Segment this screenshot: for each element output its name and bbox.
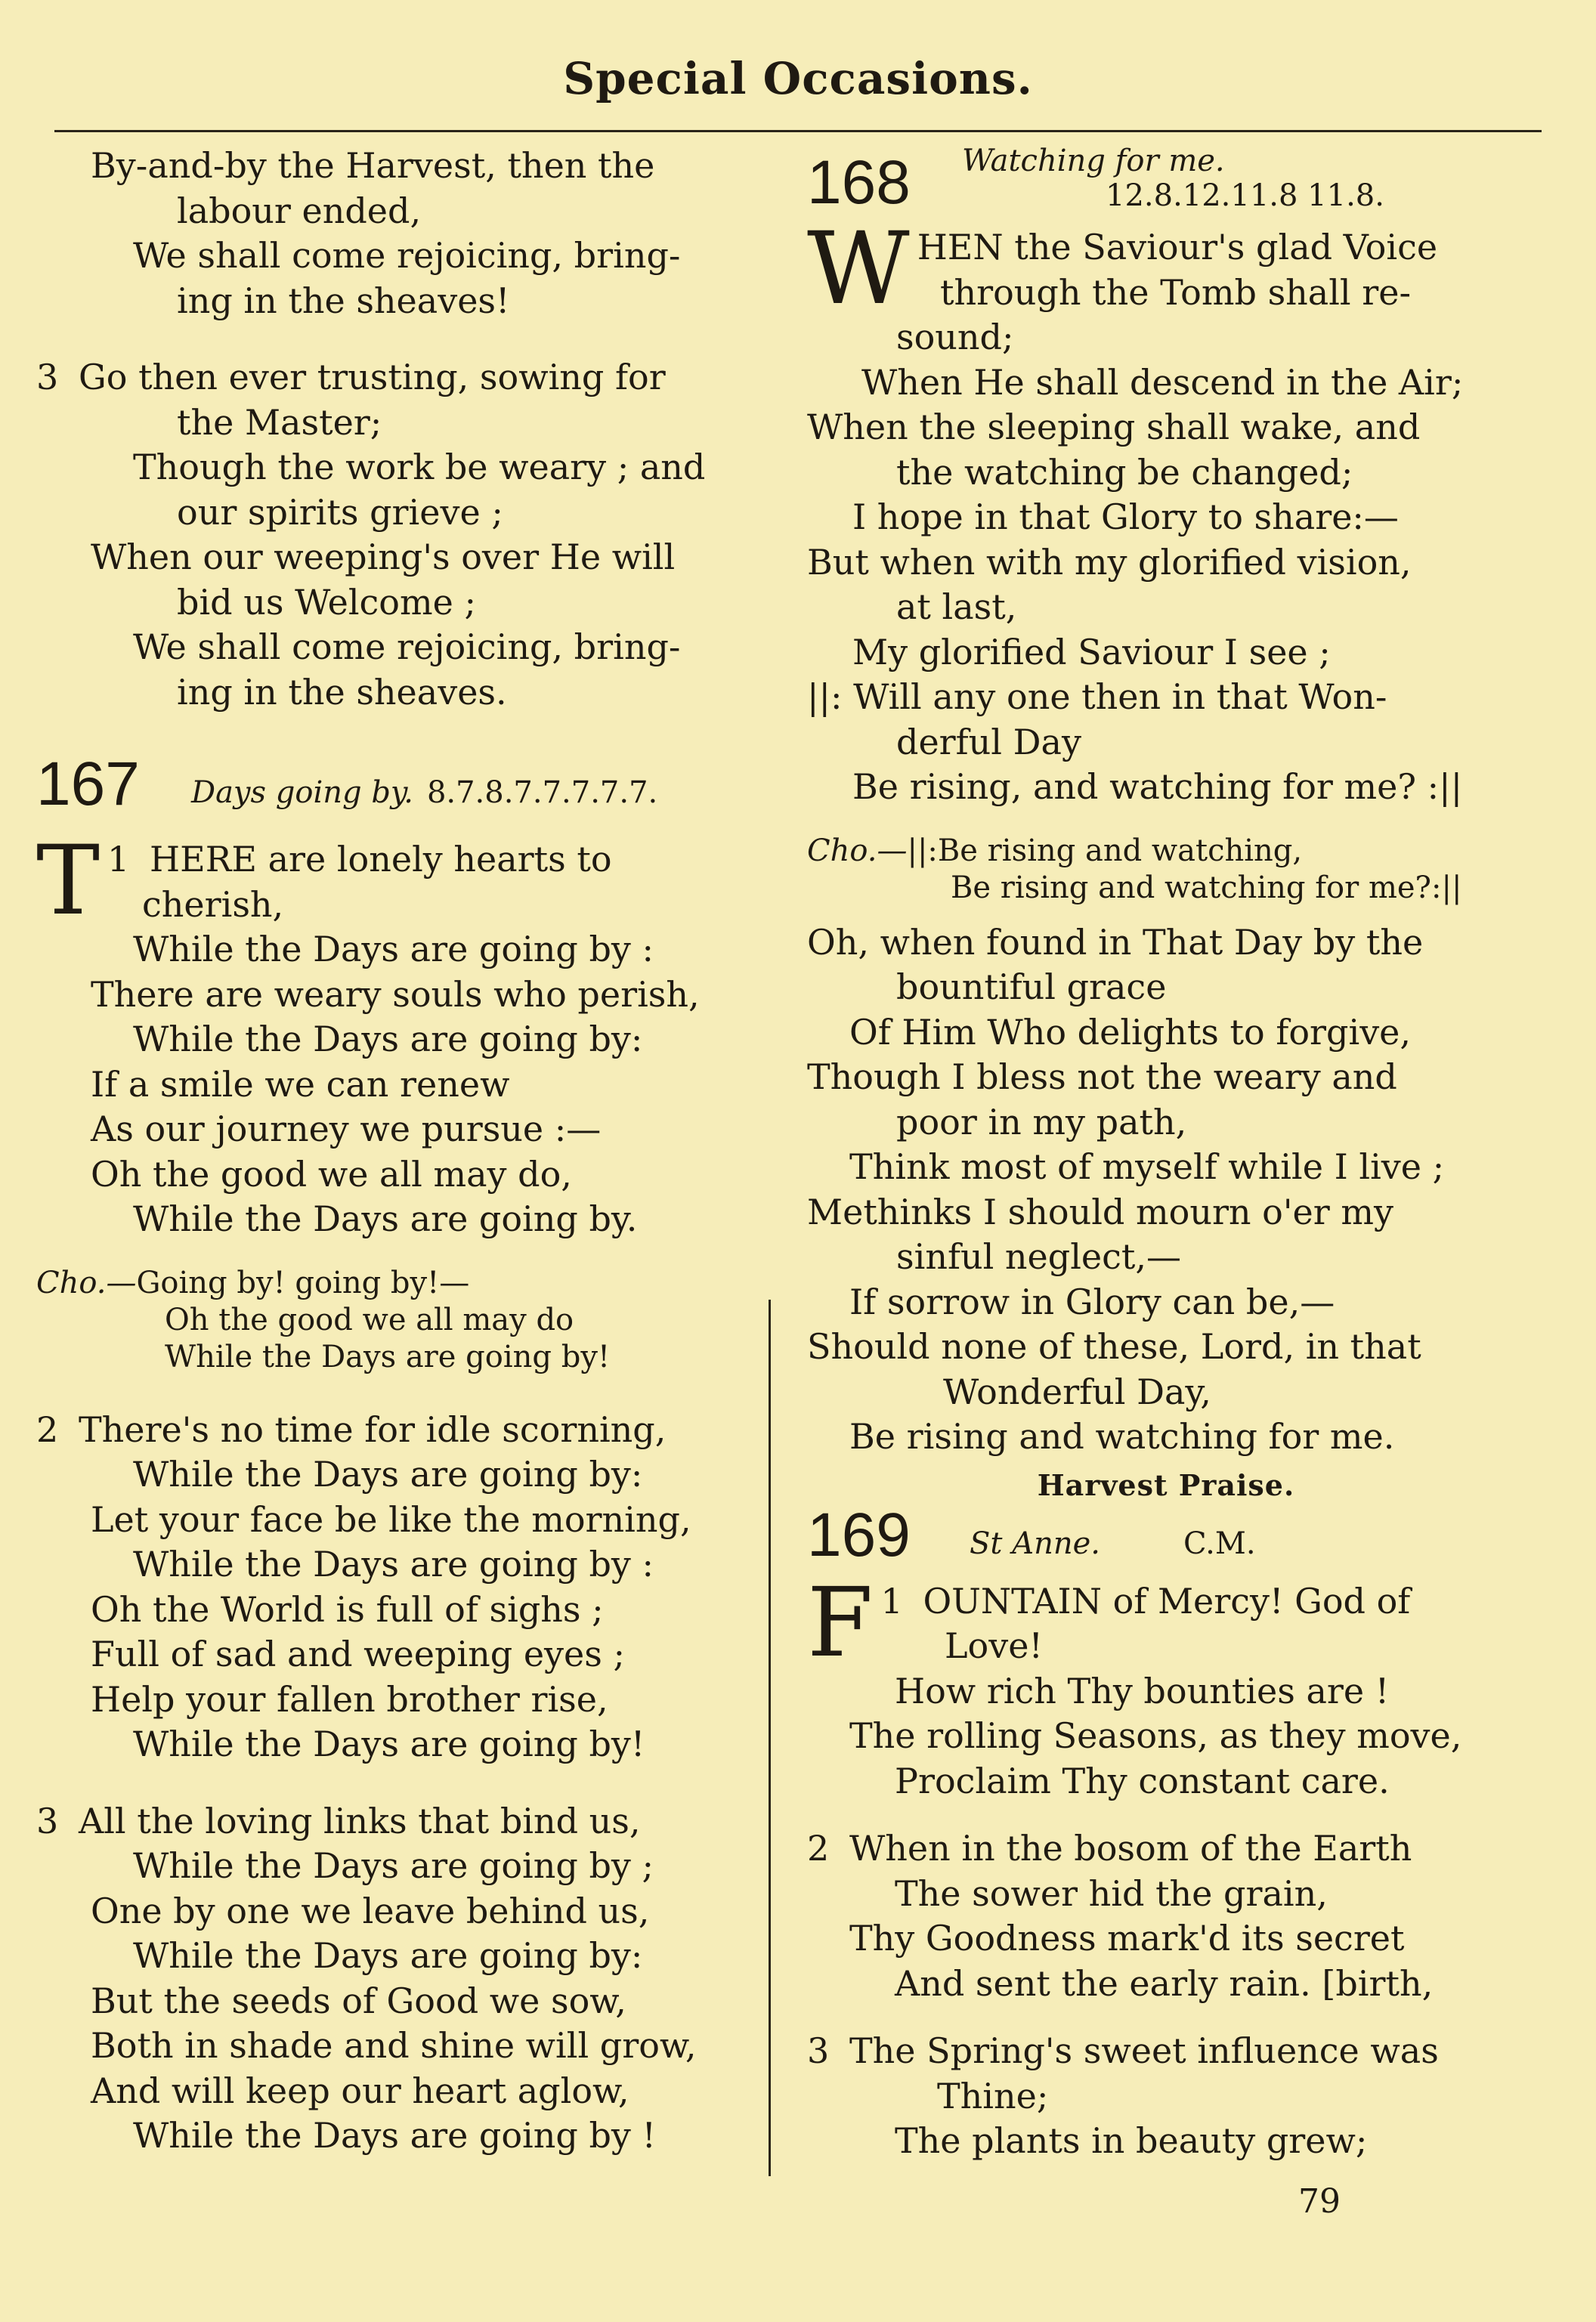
verse-line: sinful neglect,— [896,1236,1182,1277]
hymn-168-verse-2 [807,920,1525,1460]
hymn-169-heading [807,1500,1525,1569]
chorus-label: Cho.— [807,833,908,868]
drop-cap: W [807,211,910,327]
verse-line: at last, [896,586,1017,627]
chorus-label: Cho.— [36,1265,137,1300]
verse-line: Oh the good we all may do, [91,1153,572,1195]
verse-line: There's no time for idle scorning, [79,1408,667,1450]
verse-line: our spirits grieve ; [177,491,503,533]
meter: 8.7.8.7.7.7.7.7. [426,775,658,810]
verse-number: 2 [36,1408,59,1450]
verse-line: When He shall descend in the Air; [861,361,1464,403]
verse-line: I hope in that Glory to share:— [852,496,1399,537]
verse-line: Methinks I should mourn o'er my [807,1191,1393,1232]
verse-line: As our journey we pursue :— [91,1108,602,1149]
verse-line: We shall come rejoicing, bring- [133,626,681,667]
verse-line: HEN the Saviour's glad Voice [917,227,1438,267]
verse-line: While the Days are going by ; [133,1845,654,1886]
hymn-168-heading [807,144,1525,217]
verse-line: But the seeds of Good we sow, [91,1980,626,2021]
hymn-167-verse-1 [36,825,754,1242]
hymn-166-verse-3 [36,355,754,715]
verse-line: How rich Thy bounties are ! [895,1670,1390,1711]
verse-line: Help your fallen brother rise, [91,1678,608,1720]
verse-line: HERE are lonely hearts to [150,839,612,880]
chorus-line: Going by! going by!— [136,1265,470,1300]
verse-line: poor in my path, [896,1101,1187,1142]
hymn-167-heading [36,750,754,818]
verse-line: While the Days are going by : [133,1544,654,1585]
column-divider [769,1300,771,2176]
verse-line: ing in the sheaves. [177,671,507,713]
verse-line: the watching be changed; [896,451,1353,493]
verse-line: My glorified Saviour I see ; [852,631,1331,672]
right-column [807,144,1525,2164]
verse-line: labour ended, [177,190,422,231]
verse-line: When the sleeping shall wake, and [807,407,1421,447]
page-number: 79 [1298,2182,1341,2221]
verse-line: While the Days are going by. [133,1198,638,1239]
verse-number: 3 [807,2030,830,2071]
left-column [36,144,754,2159]
header-rule [54,130,1542,132]
meter: 12.8.12.11.8 11.8. [1106,178,1384,213]
verse-number: 1 [880,1580,903,1622]
verse-line: ing in the sheaves! [177,280,510,321]
verse-line: bountiful grace [896,966,1167,1007]
verse-line: If a smile we can renew [91,1063,510,1105]
verse-line: There are weary souls who perish, [91,973,700,1015]
tune-name: Watching for me. [962,144,1225,178]
hymn-number: 168 [807,148,911,217]
hymn-166-continuation [36,144,754,323]
verse-line: If sorrow in Glory can be,— [849,1281,1335,1322]
verse-line: We shall come rejoicing, bring- [133,235,681,276]
verse-line: Proclaim Thy constant care. [895,1760,1390,1801]
verse-number: 1 [107,839,130,880]
verse-line: The sower hid the grain, [895,1872,1328,1914]
verse-line: Though I bless not the weary and [807,1056,1397,1097]
verse-line: And sent the early rain. [birth, [895,1962,1434,2004]
verse-number: 2 [807,1828,830,1869]
verse-line: Full of sad and weeping eyes ; [91,1634,625,1674]
verse-line: And will keep our heart aglow, [91,2070,629,2111]
verse-line: While the Days are going by : [133,929,654,969]
verse-line: Go then ever trusting, sowing for [79,357,666,397]
verse-line: Thy Goodness mark'd its secret [849,1918,1405,1959]
chorus-line: Be rising and watching for me?:|| [951,870,1462,905]
page-header: Special Occasions. [563,53,1033,104]
hymn-167-verse-2 [36,1408,754,1767]
section-subheading: Harvest Praise. [1037,1467,1295,1502]
verse-line: Love! [945,1625,1043,1666]
hymn-168-chorus [807,833,1525,907]
verse-line: But when with my glorified vision, [807,541,1412,583]
hymn-167-verse-3 [36,1799,754,2159]
verse-line: Should none of these, Lord, in that [807,1326,1421,1367]
tune-name: Days going by. [191,775,413,810]
drop-cap: T [36,825,101,936]
verse-line: While the Days are going by ! [133,2115,656,2156]
verse-line: OUNTAIN of Mercy! God of [923,1580,1411,1622]
verse-line: While the Days are going by: [133,1019,643,1059]
verse-line: Wonderful Day, [943,1371,1211,1412]
hymn-169-verse-1 [807,1566,1525,1804]
verse-line: One by one we leave behind us, [91,1890,650,1931]
chorus-line: ||:Be rising and watching, [907,833,1303,868]
chorus-line: While the Days are going by! [165,1339,611,1374]
verse-line: While the Days are going by: [133,1935,643,1976]
verse-line: When in the bosom of the Earth [849,1828,1412,1869]
hymn-168-verse-1 [807,211,1525,810]
tune-name: St Anne. [970,1526,1100,1561]
hymn-167-chorus [36,1265,754,1376]
verse-line: When our weeping's over He will [91,536,676,577]
meter: C.M. [1183,1526,1256,1561]
verse-line: bid us Welcome ; [177,581,476,623]
verse-line: sound; [896,317,1014,357]
verse-line: Be rising and watching for me. [849,1416,1395,1457]
drop-cap: F [807,1566,874,1678]
hymn-169-verse-3 [807,2029,1525,2164]
hymn-169-verse-2 [807,1826,1525,2006]
verse-line: Let your face be like the morning, [91,1498,691,1540]
verse-line: cherish, [142,883,284,925]
hymn-number: 169 [807,1500,911,1569]
verse-line: While the Days are going by! [133,1724,645,1764]
verse-line: Both in shade and shine will grow, [91,2025,697,2066]
verse-line: All the loving links that bind us, [79,1800,641,1841]
chorus-line: Oh the good we all may do [165,1302,574,1337]
verse-line: Oh, when found in That Day by the [807,921,1424,963]
verse-line: The Spring's sweet influence was [849,2030,1439,2071]
verse-line: The plants in beauty grew; [895,2120,1368,2161]
hymn-number: 167 [36,750,140,818]
verse-line: Oh the World is full of sighs ; [91,1588,604,1630]
verse-line: Thine; [937,2075,1049,2116]
verse-line: Be rising, and watching for me? :|| [852,766,1463,807]
verse-line: derful Day [896,721,1081,762]
verse-line: through the Tomb shall re- [940,271,1412,313]
verse-line: Of Him Who delights to forgive, [849,1011,1412,1053]
verse-line: the Master; [177,401,382,443]
verse-line: The rolling Seasons, as they move, [849,1715,1462,1756]
verse-number: 3 [36,357,59,397]
verse-line: ||: Will any one then in that Won- [807,676,1387,717]
verse-line: Think most of myself while I live ; [849,1146,1445,1187]
verse-line: By-and-by the Harvest, then the [91,145,655,186]
verse-line: Though the work be weary ; and [133,447,706,487]
verse-line: While the Days are going by: [133,1454,643,1495]
verse-number: 3 [36,1800,59,1841]
